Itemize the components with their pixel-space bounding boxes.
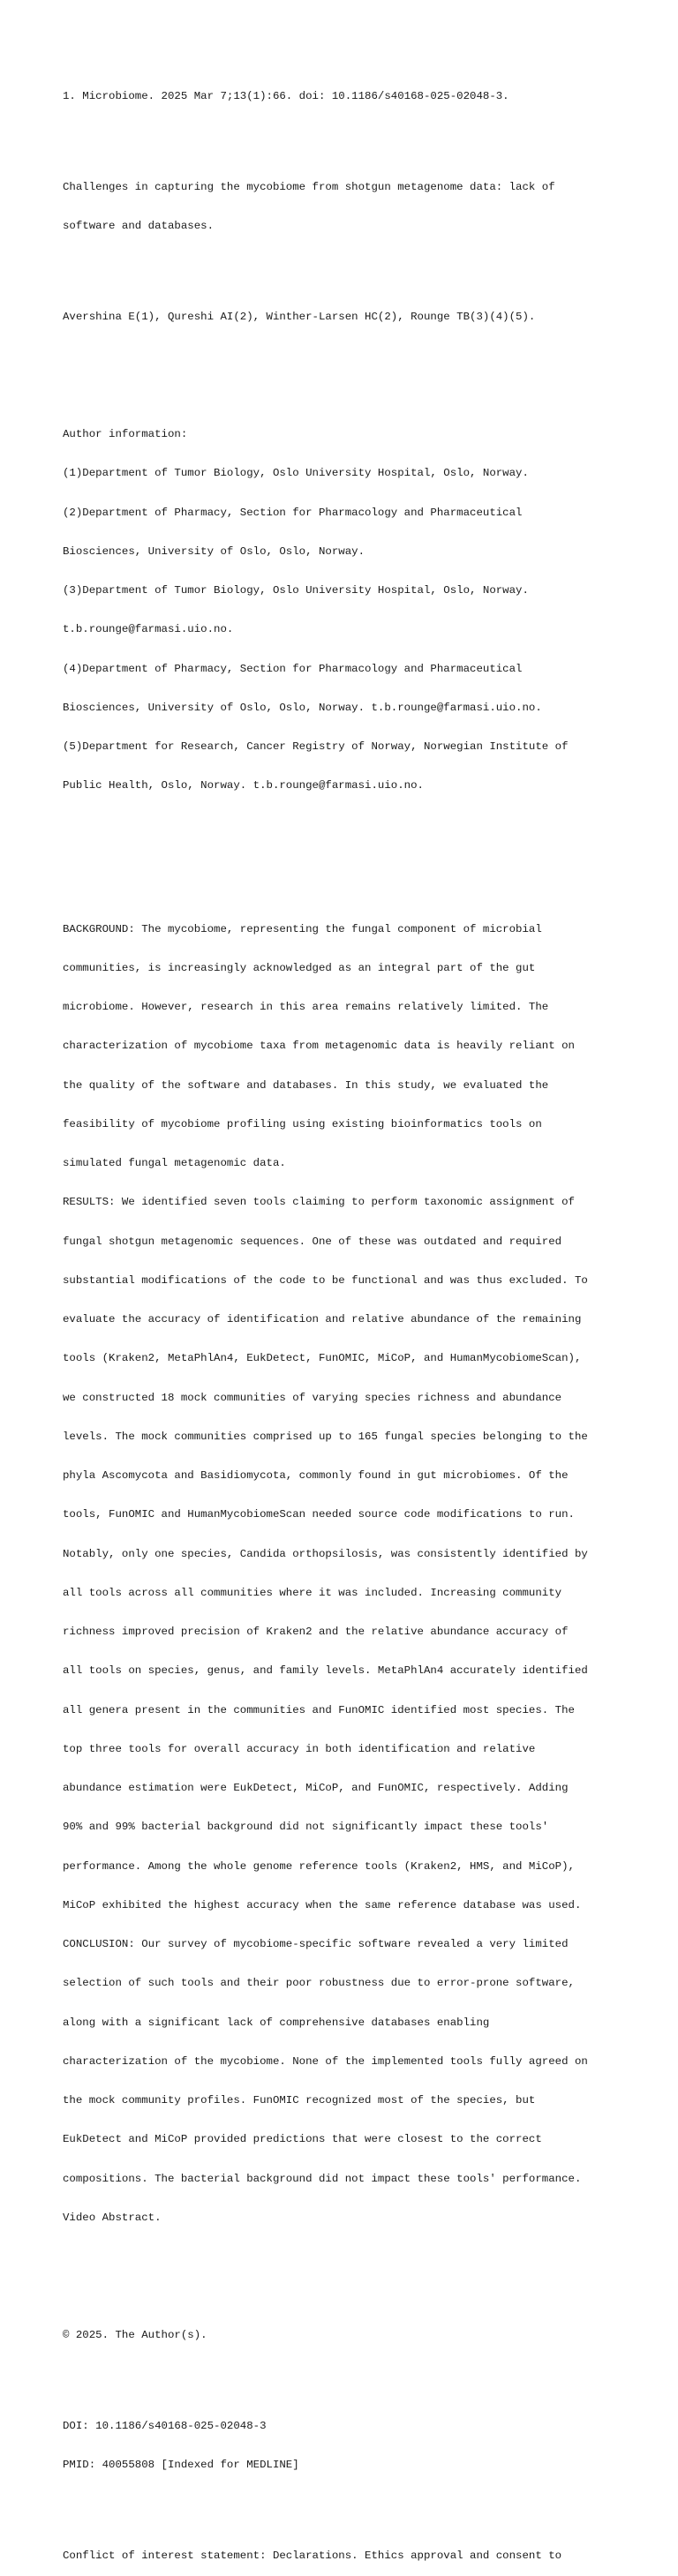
abstract-line: fungal shotgun metagenomic sequences. One of these was outdated and required [63,1235,562,1248]
abstract-line: the quality of the software and databases. In this study, we evaluated the [63,1078,549,1092]
abstract-line: 90% and 99% bacterial background did not significantly impact these tools' [63,1821,549,1834]
abstract-line: simulated fungal metagenomic data. [63,1157,286,1169]
abstract-line: communities, is increasingly acknowledged as an integral part of the gut [63,961,536,974]
abstract [63,897,663,2250]
affiliation-line: Public Health, Oslo, Norway. t.b.rounge@farmasi.uio.no. [63,779,424,792]
spacer [63,259,663,272]
abstract-line: all tools across all communities where it was included. Increasing community [63,1586,562,1599]
abstract-line: feasibility of mycobiome profiling using existing bioinformatics tools on [63,1117,542,1130]
abstract-line: characterization of mycobiome taxa from metagenomic data is heavily reliant on [63,1040,575,1053]
title-line: Challenges in capturing the mycobiome from shotgun metagenome data: lack of [63,180,555,193]
affiliation-line: (1)Department of Tumor Biology, Oslo University Hospital, Oslo, Norway. [63,467,529,480]
spacer [63,350,663,364]
abstract-line: all genera present in the communities and FunOMIC identified most species. The [63,1703,575,1716]
conflict-of-interest-line: Conflict of interest statement: Declarations. Ethics approval and consent to [63,2550,562,2563]
abstract-line: Notably, only one species, Candida orthopsilosis, was consistently identified by [63,1547,588,1560]
doi-line: DOI: 10.1186/s40168-025-02048-3 [63,2419,267,2432]
affiliation-line: (2)Department of Pharmacy, Section for Pharmacology and Pharmaceutical [63,506,523,519]
spacer [63,2277,663,2290]
abstract-line: we constructed 18 mock communities of varying species richness and abundance [63,1391,562,1404]
abstract-line: all tools on species, genus, and family levels. MetaPhlAn4 accurately identified [63,1664,588,1678]
affiliation-line: Biosciences, University of Oslo, Oslo, Norway. t.b.rounge@farmasi.uio.no. [63,701,542,714]
abstract-line: levels. The mock communities comprised up to 165 fungal species belonging to the [63,1430,588,1443]
spacer [63,845,663,858]
abstract-line: Video Abstract. [63,2211,162,2224]
abstract-line: characterization of the mycobiome. None of the implemented tools fully agreed on [63,2054,588,2068]
abstract-line: the mock community profiles. FunOMIC recognized most of the species, but [63,2094,536,2107]
author-information [63,402,663,819]
citation-line: 1. Microbiome. 2025 Mar 7;13(1):66. doi: 10.1186/s40168-025-02048-3. [63,89,509,102]
affiliation-line: (5)Department for Research, Cancer Registry of Norway, Norwegian Institute of [63,740,569,753]
pubmed-record [63,64,663,2576]
abstract-line: tools, FunOMIC and HumanMycobiomeScan needed source code modifications to run. [63,1508,575,1521]
abstract-line: CONCLUSION: Our survey of mycobiome-specific software revealed a very limited [63,1938,569,1950]
affiliation-line: t.b.rounge@farmasi.uio.no. [63,623,234,636]
abstract-line: top three tools for overall accuracy in both identification and relative [63,1742,536,1755]
spacer [63,2497,663,2511]
abstract-line: MiCoP exhibited the highest accuracy when the same reference database was used. [63,1898,582,1911]
abstract-line: evaluate the accuracy of identification and relative abundance of the remaining [63,1313,582,1326]
affiliation-line: (3)Department of Tumor Biology, Oslo University Hospital, Oslo, Norway. [63,584,529,597]
abstract-line: richness improved precision of Kraken2 and the relative abundance accuracy of [63,1626,569,1638]
affiliation-line: Biosciences, University of Oslo, Oslo, Norway. [63,544,365,558]
abstract-line: compositions. The bacterial background did not impact these tools' performance. [63,2172,582,2185]
author-info-heading: Author information: [63,428,188,440]
abstract-line: RESULTS: We identified seven tools claiming to perform taxonomic assignment of [63,1196,575,1209]
abstract-line: tools (Kraken2, MetaPhlAn4, EukDetect, FunOMIC, MiCoP, and HumanMycobiomeScan), [63,1352,582,1365]
copyright-line: © 2025. The Author(s). [63,2328,207,2341]
abstract-line: phyla Ascomycota and Basidiomycota, commonly found in gut microbiomes. Of the [63,1469,569,1482]
spacer [63,2368,663,2381]
abstract-line: BACKGROUND: The mycobiome, representing the fungal component of microbial [63,922,542,935]
title-line: software and databases. [63,220,215,232]
abstract-line: abundance estimation were EukDetect, MiCoP, and FunOMIC, respectively. Adding [63,1782,569,1794]
abstract-line: performance. Among the whole genome reference tools (Kraken2, HMS, and MiCoP), [63,1859,575,1873]
spacer [63,129,663,142]
affiliation-line: (4)Department of Pharmacy, Section for Pharmacology and Pharmaceutical [63,662,523,675]
abstract-line: microbiome. However, research in this area remains relatively limited. The [63,1001,549,1013]
abstract-line: along with a significant lack of comprehensive databases enabling [63,2016,490,2029]
abstract-line: substantial modifications of the code to be functional and was thus excluded. To [63,1273,588,1287]
abstract-line: EukDetect and MiCoP provided predictions that were closest to the correct [63,2133,542,2146]
pmid-line: PMID: 40055808 [Indexed for MEDLINE] [63,2459,299,2471]
authors-line: Avershina E(1), Qureshi AI(2), Winther-Larsen HC(2), Rounge TB(3)(4)(5). [63,311,536,324]
abstract-line: selection of such tools and their poor robustness due to error-prone software, [63,1977,575,1990]
